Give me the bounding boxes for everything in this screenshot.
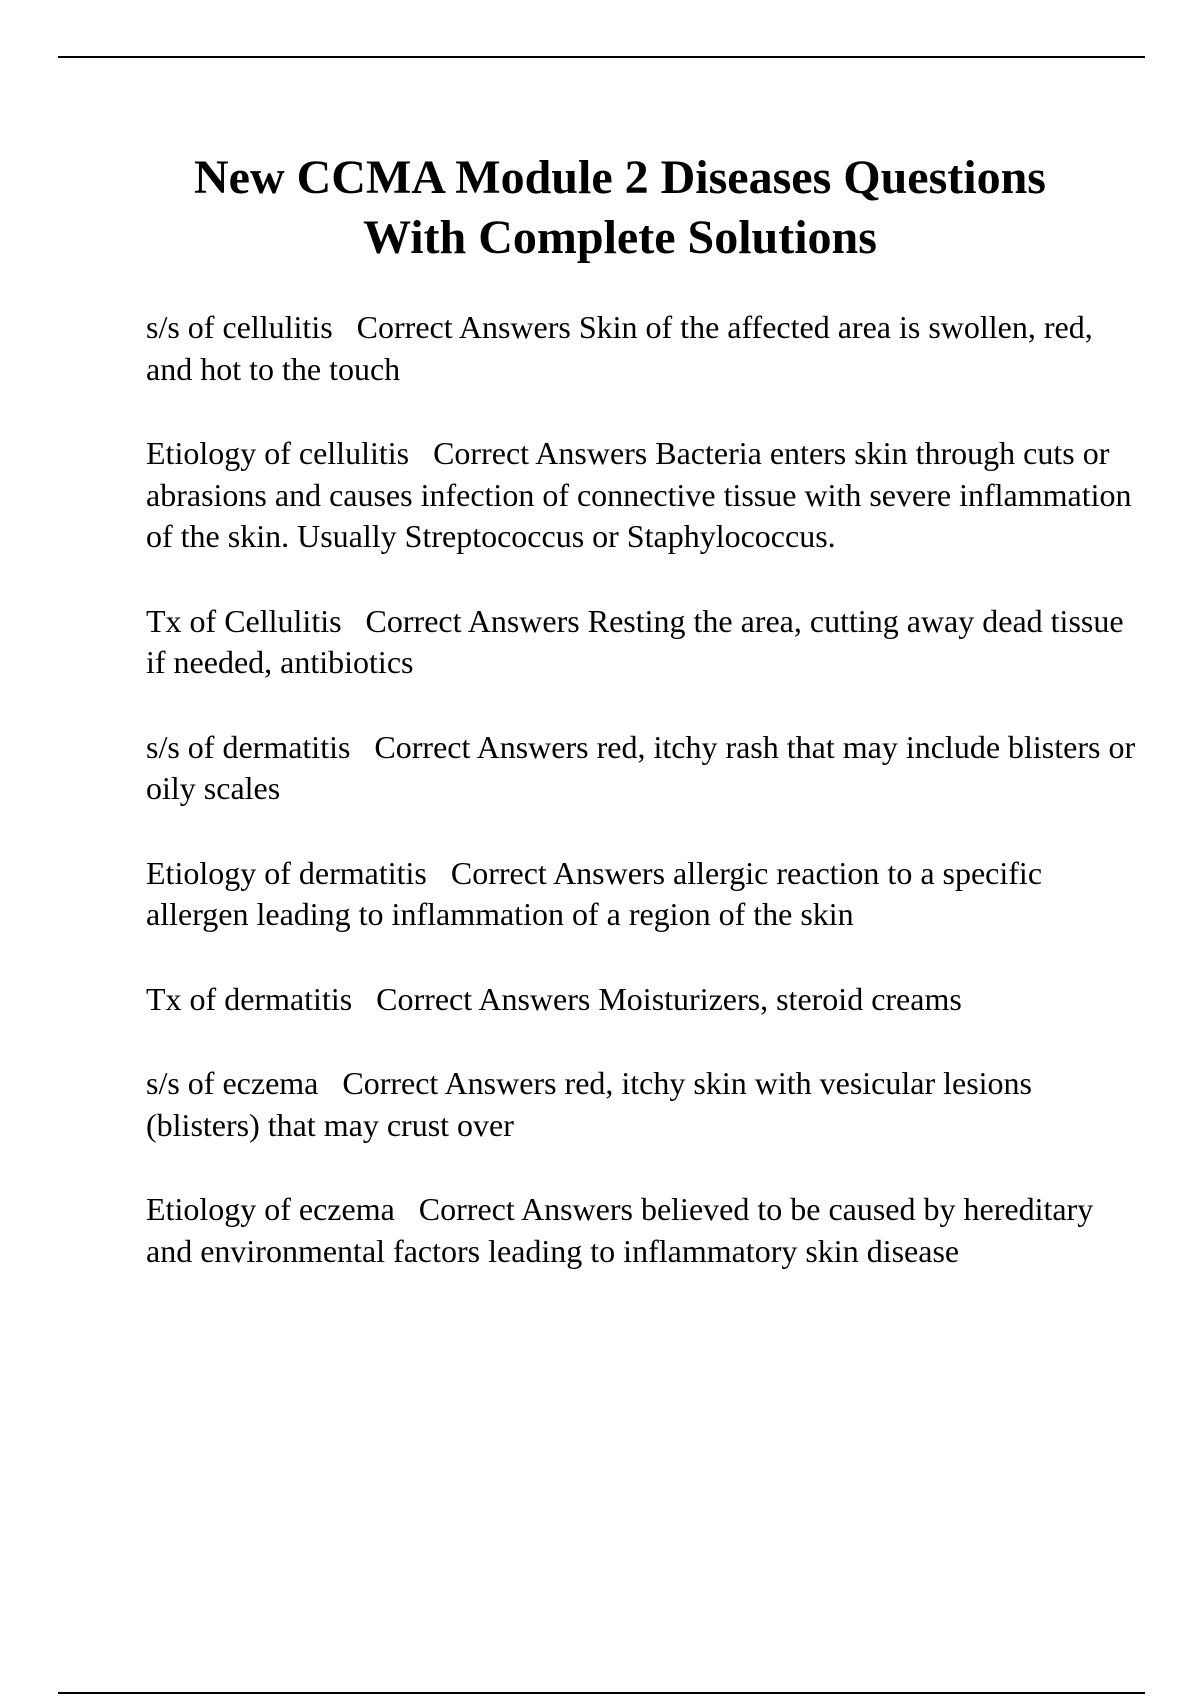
qa-item-dermatitis-signs: [146, 727, 1146, 810]
qa-answer-label: Correct Answers: [376, 980, 591, 1017]
qa-question: Tx of dermatitis: [146, 980, 353, 1017]
title-line-2: With Complete Solutions: [363, 211, 877, 264]
qa-answer: believed to be caused by hereditary and environmental factors leading to inflammatory skin disease: [146, 1191, 1094, 1269]
qa-answer-label: Correct Answers: [356, 309, 571, 345]
qa-item-cellulitis-signs: [146, 307, 1146, 390]
header-rule: [58, 56, 1145, 58]
qa-item-cellulitis-etiology: [146, 433, 1146, 558]
qa-answer-label: Correct Answers: [433, 435, 648, 471]
footer-rule: [58, 1692, 1145, 1694]
title-line-1: New CCMA Module 2 Diseases Questions: [194, 151, 1046, 204]
qa-answer-label: Correct Answers: [342, 1065, 557, 1101]
qa-item-cellulitis-treatment: [146, 601, 1146, 684]
qa-answer-label: Correct Answers: [418, 1191, 633, 1227]
qa-answer-label: Correct Answers: [450, 854, 666, 891]
qa-answer: allergic reaction to a specific allergen leading to inflammation of a region of the skin: [146, 854, 1043, 932]
qa-answer: red, itchy skin with vesicular lesions (blisters) that may crust over: [146, 1065, 1032, 1143]
qa-question: Etiology of dermatitis: [146, 854, 427, 891]
qa-item-eczema-signs: [146, 1063, 1146, 1146]
qa-answer: red, itchy rash that may include blisters or oily scales: [146, 728, 1136, 806]
qa-item-dermatitis-etiology: [146, 853, 1146, 936]
qa-answer: Moisturizers, steroid creams: [598, 980, 962, 1017]
qa-item-eczema-etiology: [146, 1189, 1146, 1272]
qa-question: s/s of dermatitis: [146, 728, 351, 765]
qa-answer: Resting the area, cutting away dead tissue if needed, antibiotics: [146, 602, 1124, 680]
document-title: [100, 148, 1140, 268]
qa-answer: Bacteria enters skin through cuts or abrasions and causes infection of connective tissue with severe inflammation of the skin. Usually Streptococcus or Staphylococcus.: [146, 435, 1132, 554]
qa-answer: Skin of the affected area is swollen, red, and hot to the touch: [146, 309, 1093, 387]
qa-question: Etiology of eczema: [146, 1191, 395, 1227]
qa-list: [146, 307, 1146, 1315]
qa-item-dermatitis-treatment: [146, 979, 1146, 1021]
qa-question: Tx of Cellulitis: [146, 602, 342, 639]
qa-answer-label: Correct Answers: [374, 728, 589, 765]
qa-answer-label: Correct Answers: [365, 602, 580, 639]
qa-question: s/s of cellulitis: [146, 309, 333, 345]
qa-question: s/s of eczema: [146, 1065, 319, 1101]
qa-question: Etiology of cellulitis: [146, 435, 410, 471]
